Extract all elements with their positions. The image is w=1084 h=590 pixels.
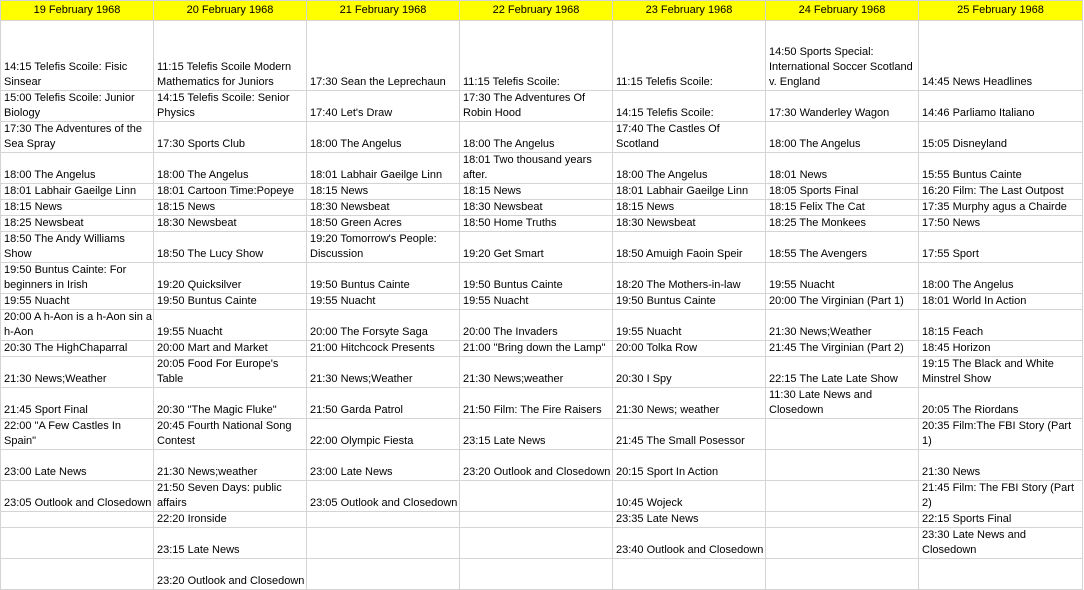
header-row <box>1 1 1083 21</box>
schedule-cell[interactable]: 17:30 Wanderley Wagon <box>766 91 919 122</box>
schedule-cell[interactable]: 20:00 Mart and Market <box>154 341 307 357</box>
schedule-cell[interactable]: 18:50 Amuigh Faoin Speir <box>613 232 766 263</box>
schedule-cell[interactable] <box>307 512 460 528</box>
schedule-cell[interactable]: 14:15 Telefis Scoile: <box>613 91 766 122</box>
schedule-cell[interactable]: 19:50 Buntus Cainte <box>613 294 766 310</box>
schedule-cell[interactable]: 23:00 Late News <box>307 450 460 481</box>
schedule-cell[interactable]: 17:40 The Castles Of Scotland <box>613 122 766 153</box>
schedule-cell[interactable]: 19:50 Buntus Cainte <box>154 294 307 310</box>
schedule-cell[interactable]: 11:15 Telefis Scoile Modern Mathematics for Juniors <box>154 21 307 91</box>
schedule-cell[interactable]: 17:40 Let's Draw <box>307 91 460 122</box>
schedule-cell[interactable]: 18:01 Labhair Gaeilge Linn <box>613 184 766 200</box>
schedule-cell[interactable]: 19:20 Tomorrow's People: Discussion <box>307 232 460 263</box>
schedule-cell[interactable]: 23:00 Late News <box>1 450 154 481</box>
schedule-cell[interactable]: 19:50 Buntus Cainte <box>307 263 460 294</box>
schedule-cell[interactable]: 19:50 Buntus Cainte <box>460 263 613 294</box>
schedule-cell[interactable]: 20:00 Tolka Row <box>613 341 766 357</box>
schedule-cell[interactable]: 21:30 News;weather <box>154 450 307 481</box>
schedule-cell[interactable]: 18:15 News <box>1 200 154 216</box>
schedule-cell[interactable] <box>919 559 1083 590</box>
schedule-cell[interactable]: 17:30 Sports Club <box>154 122 307 153</box>
schedule-cell[interactable]: 14:15 Telefis Scoile: Fisic Sinsear <box>1 21 154 91</box>
table-row <box>1 388 1083 419</box>
schedule-cell[interactable] <box>766 481 919 512</box>
schedule-cell[interactable]: 19:55 Nuacht <box>307 294 460 310</box>
schedule-cell[interactable]: 18:30 Newsbeat <box>154 216 307 232</box>
table-row <box>1 310 1083 341</box>
schedule-cell[interactable]: 18:00 The Angelus <box>1 153 154 184</box>
schedule-cell[interactable]: 18:00 The Angelus <box>613 153 766 184</box>
schedule-cell[interactable]: 18:00 The Angelus <box>307 122 460 153</box>
schedule-cell[interactable]: 11:15 Telefis Scoile: <box>613 21 766 91</box>
schedule-cell[interactable]: 19:50 Buntus Cainte: For beginners in Irish <box>1 263 154 294</box>
table-row <box>1 184 1083 200</box>
table-row <box>1 419 1083 450</box>
schedule-cell[interactable]: 18:50 Green Acres <box>307 216 460 232</box>
table-row <box>1 263 1083 294</box>
schedule-cell[interactable] <box>460 481 613 512</box>
schedule-cell[interactable]: 19:55 Nuacht <box>154 310 307 341</box>
schedule-cell[interactable]: 19:55 Nuacht <box>613 310 766 341</box>
schedule-cell[interactable]: 21:30 News;Weather <box>766 310 919 341</box>
schedule-cell[interactable] <box>460 528 613 559</box>
schedule-cell[interactable]: 21:45 Film: The FBI Story (Part 2) <box>919 481 1083 512</box>
schedule-cell[interactable]: 21:45 The Small Posessor <box>613 419 766 450</box>
schedule-cell[interactable]: 18:01 World In Action <box>919 294 1083 310</box>
schedule-cell[interactable]: 15:00 Telefis Scoile: Junior Biology <box>1 91 154 122</box>
table-row <box>1 559 1083 590</box>
schedule-cell[interactable]: 18:25 Newsbeat <box>1 216 154 232</box>
table-row <box>1 200 1083 216</box>
schedule-cell[interactable]: 18:55 The Avengers <box>766 232 919 263</box>
schedule-cell[interactable]: 19:55 Nuacht <box>766 263 919 294</box>
schedule-cell[interactable]: 23:15 Late News <box>460 419 613 450</box>
schedule-cell[interactable]: 17:30 The Adventures of the Sea Spray <box>1 122 154 153</box>
schedule-cell[interactable]: 19:55 Nuacht <box>460 294 613 310</box>
schedule-cell[interactable]: 18:01 News <box>766 153 919 184</box>
schedule-cell[interactable] <box>1 512 154 528</box>
table-row <box>1 294 1083 310</box>
column-header-day-2[interactable]: 20 February 1968 <box>154 1 307 21</box>
schedule-cell[interactable]: 21:50 Seven Days: public affairs <box>154 481 307 512</box>
schedule-cell[interactable]: 14:15 Telefis Scoile: Senior Physics <box>154 91 307 122</box>
table-row <box>1 450 1083 481</box>
schedule-cell[interactable] <box>766 450 919 481</box>
schedule-cell[interactable]: 18:15 Felix The Cat <box>766 200 919 216</box>
schedule-cell[interactable] <box>766 512 919 528</box>
schedule-cell[interactable]: 21:50 Film: The Fire Raisers <box>460 388 613 419</box>
schedule-cell[interactable]: 18:00 The Angelus <box>460 122 613 153</box>
schedule-cell[interactable]: 18:00 The Angelus <box>919 263 1083 294</box>
schedule-cell[interactable]: 18:00 The Angelus <box>154 153 307 184</box>
schedule-cell[interactable]: 18:01 Cartoon Time:Popeye <box>154 184 307 200</box>
schedule-cell[interactable]: 18:00 The Angelus <box>766 122 919 153</box>
schedule-cell[interactable]: 23:15 Late News <box>154 528 307 559</box>
table-row <box>1 341 1083 357</box>
schedule-cell[interactable]: 21:00 Hitchcock Presents <box>307 341 460 357</box>
schedule-cell[interactable]: 17:30 The Adventures Of Robin Hood <box>460 91 613 122</box>
schedule-cell[interactable]: 18:50 The Lucy Show <box>154 232 307 263</box>
schedule-cell[interactable]: 21:45 The Virginian (Part 2) <box>766 341 919 357</box>
schedule-cell[interactable]: 18:45 Horizon <box>919 341 1083 357</box>
table-row <box>1 528 1083 559</box>
schedule-cell[interactable]: 18:01 Labhair Gaeilge Linn <box>307 153 460 184</box>
schedule-cell[interactable]: 20:30 "The Magic Fluke" <box>154 388 307 419</box>
schedule-cell[interactable]: 20:00 The Forsyte Saga <box>307 310 460 341</box>
schedule-cell[interactable]: 11:15 Telefis Scoile: <box>460 21 613 91</box>
schedule-cell[interactable]: 20:15 Sport In Action <box>613 450 766 481</box>
schedule-cell[interactable]: 21:30 News;weather <box>460 357 613 388</box>
schedule-cell[interactable]: 21:30 News;Weather <box>1 357 154 388</box>
schedule-cell[interactable]: 21:30 News;Weather <box>307 357 460 388</box>
schedule-cell[interactable]: 21:30 News; weather <box>613 388 766 419</box>
schedule-cell[interactable]: 18:50 Home Truths <box>460 216 613 232</box>
schedule-cell[interactable]: 21:45 Sport Final <box>1 388 154 419</box>
column-header-day-1[interactable]: 19 February 1968 <box>1 1 154 21</box>
schedule-cell[interactable]: 17:35 Murphy agus a Chairde <box>919 200 1083 216</box>
schedule-cell[interactable]: 16:20 Film: The Last Outpost <box>919 184 1083 200</box>
schedule-cell[interactable] <box>307 559 460 590</box>
schedule-cell[interactable]: 20:00 The Virginian (Part 1) <box>766 294 919 310</box>
schedule-cell[interactable] <box>460 559 613 590</box>
schedule-cell[interactable]: 20:35 Film:The FBI Story (Part 1) <box>919 419 1083 450</box>
schedule-cell[interactable]: 18:30 Newsbeat <box>613 216 766 232</box>
column-header-day-4[interactable]: 22 February 1968 <box>460 1 613 21</box>
schedule-cell[interactable]: 22:20 Ironside <box>154 512 307 528</box>
schedule-cell[interactable]: 18:15 Feach <box>919 310 1083 341</box>
schedule-cell[interactable]: 20:05 The Riordans <box>919 388 1083 419</box>
schedule-cell[interactable]: 23:35 Late News <box>613 512 766 528</box>
schedule-cell[interactable]: 18:30 Newsbeat <box>307 200 460 216</box>
column-header-day-3[interactable]: 21 February 1968 <box>307 1 460 21</box>
schedule-cell[interactable]: 18:15 News <box>154 200 307 216</box>
schedule-cell[interactable] <box>460 512 613 528</box>
column-header-day-6[interactable]: 24 February 1968 <box>766 1 919 21</box>
table-row <box>1 357 1083 388</box>
schedule-cell[interactable]: 15:05 Disneyland <box>919 122 1083 153</box>
schedule-cell[interactable]: 22:00 "A Few Castles In Spain" <box>1 419 154 450</box>
schedule-cell[interactable]: 23:30 Late News and Closedown <box>919 528 1083 559</box>
schedule-cell[interactable] <box>307 528 460 559</box>
table-row <box>1 153 1083 184</box>
schedule-cell[interactable]: 18:30 Newsbeat <box>460 200 613 216</box>
schedule-cell[interactable]: 20:30 I Spy <box>613 357 766 388</box>
schedule-cell[interactable]: 18:01 Labhair Gaeilge Linn <box>1 184 154 200</box>
schedule-cell[interactable]: 20:45 Fourth National Song Contest <box>154 419 307 450</box>
schedule-cell[interactable]: 23:40 Outlook and Closedown <box>613 528 766 559</box>
schedule-cell[interactable]: 20:00 A h-Aon is a h-Aon sin a h-Aon <box>1 310 154 341</box>
schedule-cell[interactable]: 15:55 Buntus Cainte <box>919 153 1083 184</box>
schedule-cell[interactable]: 18:05 Sports Final <box>766 184 919 200</box>
schedule-cell[interactable]: 18:50 The Andy Williams Show <box>1 232 154 263</box>
column-header-day-7[interactable]: 25 February 1968 <box>919 1 1083 21</box>
table-row <box>1 512 1083 528</box>
schedule-cell[interactable]: 23:05 Outlook and Closedown <box>307 481 460 512</box>
schedule-cell[interactable] <box>766 528 919 559</box>
schedule-cell[interactable] <box>766 419 919 450</box>
schedule-cell[interactable]: 18:25 The Monkees <box>766 216 919 232</box>
column-header-day-5[interactable]: 23 February 1968 <box>613 1 766 21</box>
schedule-cell[interactable]: 11:30 Late News and Closedown <box>766 388 919 419</box>
table-row <box>1 91 1083 122</box>
table-row <box>1 21 1083 91</box>
schedule-cell[interactable]: 14:46 Parliamo Italiano <box>919 91 1083 122</box>
schedule-cell[interactable]: 18:01 Two thousand years after. <box>460 153 613 184</box>
schedule-cell[interactable]: 14:50 Sports Special: International Soccer Scotland v. England <box>766 21 919 91</box>
table-row <box>1 122 1083 153</box>
schedule-cell[interactable] <box>1 528 154 559</box>
table-row <box>1 481 1083 512</box>
schedule-cell[interactable]: 17:30 Sean the Leprechaun <box>307 21 460 91</box>
schedule-cell[interactable]: 17:50 News <box>919 216 1083 232</box>
schedule-cell[interactable]: 21:30 News <box>919 450 1083 481</box>
schedule-cell[interactable]: 18:15 News <box>613 200 766 216</box>
schedule-cell[interactable]: 23:05 Outlook and Closedown <box>1 481 154 512</box>
schedule-cell[interactable]: 19:15 The Black and White Minstrel Show <box>919 357 1083 388</box>
schedule-cell[interactable]: 21:50 Garda Patrol <box>307 388 460 419</box>
schedule-cell[interactable]: 20:05 Food For Europe's Table <box>154 357 307 388</box>
schedule-cell[interactable]: 19:55 Nuacht <box>1 294 154 310</box>
table-row <box>1 216 1083 232</box>
schedule-cell[interactable]: 18:15 News <box>460 184 613 200</box>
schedule-cell[interactable]: 21:00 "Bring down the Lamp" <box>460 341 613 357</box>
schedule-cell[interactable] <box>1 559 154 590</box>
schedule-cell[interactable]: 22:15 Sports Final <box>919 512 1083 528</box>
schedule-cell[interactable]: 10:45 Wojeck <box>613 481 766 512</box>
schedule-cell[interactable] <box>766 559 919 590</box>
schedule-cell[interactable]: 23:20 Outlook and Closedown <box>154 559 307 590</box>
schedule-cell[interactable]: 23:20 Outlook and Closedown <box>460 450 613 481</box>
schedule-cell[interactable] <box>613 559 766 590</box>
schedule-cell[interactable]: 18:20 The Mothers-in-law <box>613 263 766 294</box>
schedule-cell[interactable]: 22:00 Olympic Fiesta <box>307 419 460 450</box>
schedule-cell[interactable]: 20:00 The Invaders <box>460 310 613 341</box>
schedule-cell[interactable]: 17:55 Sport <box>919 232 1083 263</box>
schedule-cell[interactable]: 22:15 The Late Late Show <box>766 357 919 388</box>
table-row <box>1 232 1083 263</box>
schedule-cell[interactable]: 19:20 Quicksilver <box>154 263 307 294</box>
schedule-cell[interactable]: 20:30 The HighChaparral <box>1 341 154 357</box>
schedule-cell[interactable]: 19:20 Get Smart <box>460 232 613 263</box>
schedule-cell[interactable]: 18:15 News <box>307 184 460 200</box>
schedule-cell[interactable]: 14:45 News Headlines <box>919 21 1083 91</box>
